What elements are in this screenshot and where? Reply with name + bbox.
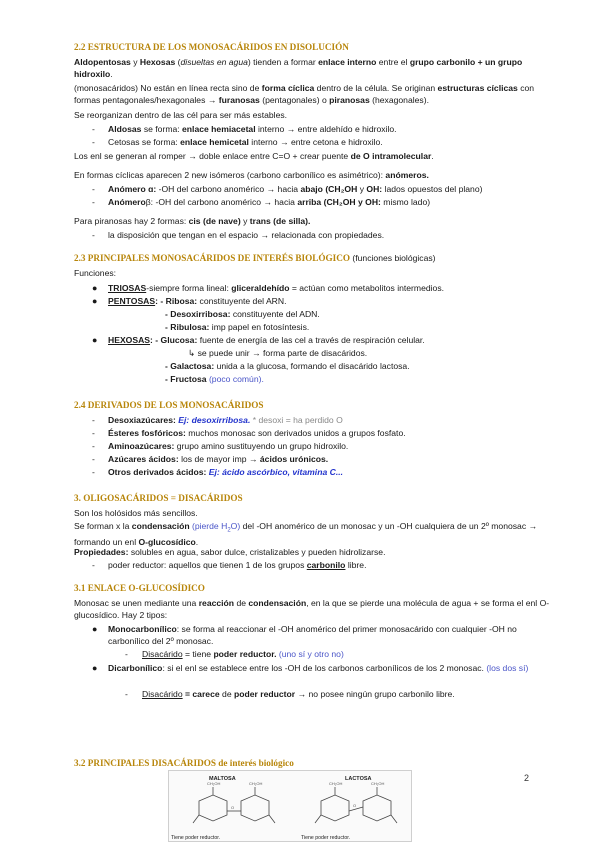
svg-text:CH₂OH: CH₂OH bbox=[371, 781, 385, 786]
list-item bbox=[165, 309, 320, 321]
svg-text:CH₂OH: CH₂OH bbox=[249, 781, 263, 786]
paragraph bbox=[74, 170, 554, 182]
term: Aldosas bbox=[108, 124, 142, 134]
maltose-ring-1 bbox=[199, 795, 227, 821]
list-bullet: - bbox=[92, 467, 95, 477]
term: Anómero bbox=[108, 197, 146, 207]
text: (monosacáridos) No están en línea recta sino de bbox=[74, 83, 262, 93]
lactose-ring-2 bbox=[363, 795, 391, 821]
maltose-ring-2 bbox=[241, 795, 269, 821]
term: Disacárido bbox=[142, 689, 183, 699]
heading-text: 2.3 PRINCIPALES MONOSACÁRIDOS DE INTERÉS BIOLÓGICO bbox=[74, 253, 351, 263]
term: trans (de silla). bbox=[249, 216, 311, 226]
text: interno → entre aldehído e hidroxilo. bbox=[255, 124, 397, 134]
section-heading-2-3 bbox=[74, 253, 436, 265]
term: : - Glucosa: bbox=[150, 335, 200, 345]
term: estructuras cíclicas bbox=[437, 83, 518, 93]
list-bullet: - bbox=[92, 560, 95, 570]
paragraph: Son los holósidos más sencillos. bbox=[74, 508, 198, 518]
term: OH: bbox=[366, 184, 385, 194]
term: anómeros. bbox=[385, 170, 429, 180]
text: y bbox=[359, 184, 367, 194]
list-item bbox=[165, 374, 264, 386]
term: enlace hemicetal bbox=[180, 137, 249, 147]
list-item bbox=[108, 624, 554, 647]
term: gliceraldehído bbox=[231, 283, 290, 293]
list-item bbox=[108, 454, 554, 466]
term: enlace hemiacetal bbox=[182, 124, 256, 134]
example: Ej: ácido ascórbico, vitamina C... bbox=[208, 467, 343, 477]
term: piranosas bbox=[329, 94, 370, 105]
paragraph bbox=[74, 151, 554, 163]
text: fuente de energía de las cel a través de respiración celular. bbox=[199, 335, 425, 345]
list-item bbox=[108, 428, 554, 440]
note: (uno sí y otro no) bbox=[276, 649, 344, 659]
text: se forma: bbox=[141, 124, 183, 134]
term: - Galactosa: bbox=[165, 361, 217, 371]
text: unida a la glucosa, formando el disacárido lactosa. bbox=[216, 361, 410, 371]
text: Los enl se generan al romper → doble enlace entre C=O + crear puente bbox=[74, 151, 351, 161]
term: - Fructosa bbox=[165, 374, 209, 384]
text: -OH del carbono anomérico → hacia bbox=[155, 197, 298, 207]
text: constituyente del ARN. bbox=[199, 296, 287, 306]
text: . bbox=[195, 537, 199, 548]
text: En formas cíclicas aparecen 2 new isómeros (carbono carbonílico es asimétrico): bbox=[74, 170, 386, 180]
list-item bbox=[108, 124, 554, 136]
text: con formas pentagonales/hexagonales → bbox=[74, 83, 535, 105]
paragraph bbox=[74, 547, 554, 559]
list-bullet: - bbox=[92, 137, 95, 147]
term: Desoxiazúcares: bbox=[108, 415, 179, 425]
note: * desoxi = ha perdido O bbox=[250, 415, 343, 425]
term: Hexosas bbox=[139, 57, 176, 67]
svg-text:O: O bbox=[353, 803, 357, 808]
text: dentro de la célula. Se originan bbox=[314, 83, 438, 93]
text: mismo lado) bbox=[383, 197, 431, 207]
list-bullet: - bbox=[92, 415, 95, 425]
text: lados opuestos del plano) bbox=[384, 184, 483, 194]
text: disueltas en agua bbox=[180, 57, 248, 67]
section-heading-3: 3. OLIGOSACÁRIDOS = DISACÁRIDOS bbox=[74, 493, 243, 503]
text: (hexagonales). bbox=[369, 94, 429, 105]
note: (poco común). bbox=[208, 374, 264, 384]
text: β: bbox=[145, 197, 156, 207]
text: (pierde H bbox=[189, 521, 228, 531]
text: : se forma al reaccionar el -OH anomérico del primer monosacárido con cualquier -OH no carbonílico del 2º monosac. bbox=[108, 624, 517, 646]
list-item bbox=[108, 560, 554, 572]
text: Se forman x la bbox=[74, 521, 132, 531]
term: - Desoxirribosa: bbox=[165, 309, 231, 319]
term: O-glucosídico bbox=[138, 537, 196, 548]
term: Ésteres fosfóricos: bbox=[108, 428, 189, 438]
bullet: ● bbox=[92, 296, 98, 306]
paragraph bbox=[74, 83, 554, 106]
text: (pentagonales) o bbox=[259, 94, 330, 105]
list-item: la disposición que tengan en el espacio → relacionada con propiedades. bbox=[108, 230, 385, 240]
text: de bbox=[234, 598, 249, 608]
text: grupo amino sustituyendo un grupo hidroxilo. bbox=[176, 441, 349, 451]
term: poder reductor bbox=[234, 689, 296, 699]
maltose-title: MALTOSA bbox=[209, 776, 236, 782]
text: y bbox=[243, 216, 250, 226]
subscript: 2 bbox=[227, 527, 231, 534]
list-item bbox=[142, 649, 344, 661]
term: arriba (CH₂OH y OH: bbox=[297, 197, 384, 207]
section-heading-3-2: 3.2 PRINCIPALES DISACÁRIDOS de interés biológico bbox=[74, 758, 294, 768]
paragraph: Se reorganizan dentro de las cél para ser más estables. bbox=[74, 110, 288, 120]
list-bullet: - bbox=[92, 441, 95, 451]
term: Aminoazúcares: bbox=[108, 441, 177, 451]
text: Monosac se unen mediante una bbox=[74, 598, 199, 608]
text: Cetosas se forma: bbox=[108, 137, 181, 147]
term: Azúcares ácidos: bbox=[108, 454, 182, 464]
bullet: ● bbox=[92, 663, 98, 673]
text: → no posee ningún grupo carbonilo libre. bbox=[295, 689, 455, 699]
list-bullet: - bbox=[92, 184, 95, 194]
text: constituyente del ADN. bbox=[230, 309, 320, 319]
text: . bbox=[110, 68, 113, 79]
list-item bbox=[108, 283, 554, 295]
text: = tiene bbox=[182, 649, 214, 659]
term: forma cíclica bbox=[261, 83, 315, 93]
list-bullet: - bbox=[92, 230, 95, 240]
term: Propiedades: bbox=[74, 547, 129, 557]
term: condensación bbox=[131, 521, 190, 531]
bullet: ● bbox=[92, 624, 98, 634]
text: imp papel en fotosíntesis. bbox=[211, 322, 310, 332]
list-item bbox=[108, 415, 554, 427]
text: , en la que se pierde una molécula de agua + se forma el enl O-glucosídico. Hay 2 tipos: bbox=[74, 598, 550, 620]
heading-note: (funciones biológicas) bbox=[350, 253, 436, 263]
term: HEXOSAS bbox=[108, 335, 151, 345]
note bbox=[189, 521, 241, 534]
note: (los dos sí) bbox=[486, 663, 529, 673]
list-bullet: - bbox=[92, 454, 95, 464]
text: los de mayor imp → bbox=[181, 454, 260, 464]
list-item bbox=[108, 296, 554, 308]
example: Ej: desoxirribosa. bbox=[178, 415, 251, 425]
maltose-caption: Tiene poder reductor. bbox=[171, 835, 221, 841]
list-item bbox=[165, 322, 309, 334]
term: enlace interno bbox=[318, 57, 377, 67]
term: grupo carbonilo + un grupo hidroxilo bbox=[74, 57, 523, 79]
term: carbonilo bbox=[306, 560, 346, 570]
text: muchos monosac son derivados unidos a grupos fosfato. bbox=[188, 428, 406, 438]
svg-text:O: O bbox=[231, 805, 235, 810]
text: libre. bbox=[345, 560, 367, 570]
term: Monocarbonílico bbox=[108, 624, 177, 634]
list-item bbox=[142, 689, 455, 701]
list-item bbox=[108, 335, 554, 347]
list-item bbox=[108, 441, 554, 453]
text: -siempre forma lineal: bbox=[146, 283, 232, 293]
list-item bbox=[108, 137, 554, 149]
lactose-ring-1 bbox=[321, 795, 349, 821]
term: = carece bbox=[182, 689, 220, 699]
text: interno → entre cetona e hidroxilo. bbox=[248, 137, 383, 147]
bullet: ● bbox=[92, 283, 98, 293]
disaccharide-figure bbox=[168, 770, 412, 842]
lactose-title: LACTOSA bbox=[345, 776, 372, 782]
list-bullet: - bbox=[92, 197, 95, 207]
text: -OH del carbono anomérico → hacia bbox=[158, 184, 301, 194]
text: de bbox=[219, 689, 234, 699]
page-number: 2 bbox=[524, 773, 530, 783]
list-bullet: - bbox=[92, 124, 95, 134]
term: poder reductor. bbox=[213, 649, 277, 659]
list-item bbox=[108, 184, 554, 196]
paragraph: Funciones: bbox=[74, 268, 117, 278]
list-item: ↳ se puede unir → forma parte de disacáridos. bbox=[188, 348, 368, 358]
term: condensación bbox=[248, 598, 307, 608]
text: solubles en agua, sabor dulce, cristalizables y pueden hidrolizarse. bbox=[128, 547, 386, 557]
list-item bbox=[165, 361, 410, 373]
text: ) tienden a formar bbox=[247, 57, 319, 67]
text: = actúan como metabolitos intermedios. bbox=[289, 283, 445, 293]
bullet: ● bbox=[92, 335, 98, 345]
term: Anómero ɑ: bbox=[108, 184, 159, 194]
term: : - Ribosa: bbox=[155, 296, 200, 306]
list-item bbox=[108, 663, 554, 675]
term: Dicarbonílico bbox=[108, 663, 163, 673]
text: poder reductor: aquellos que tienen 1 de los grupos bbox=[108, 560, 307, 570]
text: . bbox=[431, 151, 434, 161]
section-heading-2-4: 2.4 DERIVADOS DE LOS MONOSACÁRIDOS bbox=[74, 400, 264, 410]
term: Aldopentosas bbox=[74, 57, 131, 67]
list-item bbox=[108, 197, 554, 209]
term: ácidos urónicos. bbox=[259, 454, 329, 464]
term: TRIOSAS bbox=[108, 283, 147, 293]
list-bullet: - bbox=[125, 689, 128, 699]
text: del -OH anomérico de un monosac y un -OH cualquiera de un 2º monosac → formando un enl bbox=[74, 521, 538, 548]
molecule-drawing bbox=[169, 771, 411, 841]
term: Otros derivados ácidos: bbox=[108, 467, 209, 477]
text: : si el enl se establece entre los -OH de los carbonos carbonílicos de los 2 monosac. bbox=[162, 663, 487, 673]
paragraph bbox=[74, 598, 554, 621]
paragraph bbox=[74, 521, 554, 549]
lactose-caption: Tiene poder reductor. bbox=[301, 835, 351, 841]
term: - Ribulosa: bbox=[165, 322, 212, 332]
term: Disacárido bbox=[142, 649, 183, 659]
paragraph bbox=[74, 216, 554, 228]
term: cis (de nave) bbox=[188, 216, 244, 226]
term: reacción bbox=[198, 598, 235, 608]
text: entre el bbox=[376, 57, 410, 67]
list-item bbox=[108, 467, 554, 479]
text: Para piranosas hay 2 formas: bbox=[74, 216, 189, 226]
term: de O intramolecular bbox=[350, 151, 432, 161]
svg-text:CH₂OH: CH₂OH bbox=[207, 781, 221, 786]
text: y bbox=[130, 57, 140, 67]
term: abajo (CH₂OH bbox=[300, 184, 360, 194]
text: ( bbox=[175, 57, 181, 67]
term: furanosas bbox=[218, 94, 260, 105]
text: O) bbox=[230, 521, 241, 531]
section-heading-2-2: 2.2 ESTRUCTURA DE LOS MONOSACÁRIDOS EN DISOLUCIÓN bbox=[74, 42, 349, 52]
svg-text:CH₂OH: CH₂OH bbox=[329, 781, 343, 786]
paragraph bbox=[74, 57, 554, 80]
section-heading-3-1: 3.1 ENLACE O-GLUCOSÍDICO bbox=[74, 583, 205, 593]
list-bullet: - bbox=[125, 649, 128, 659]
list-bullet: - bbox=[92, 428, 95, 438]
term: PENTOSAS bbox=[108, 296, 156, 306]
